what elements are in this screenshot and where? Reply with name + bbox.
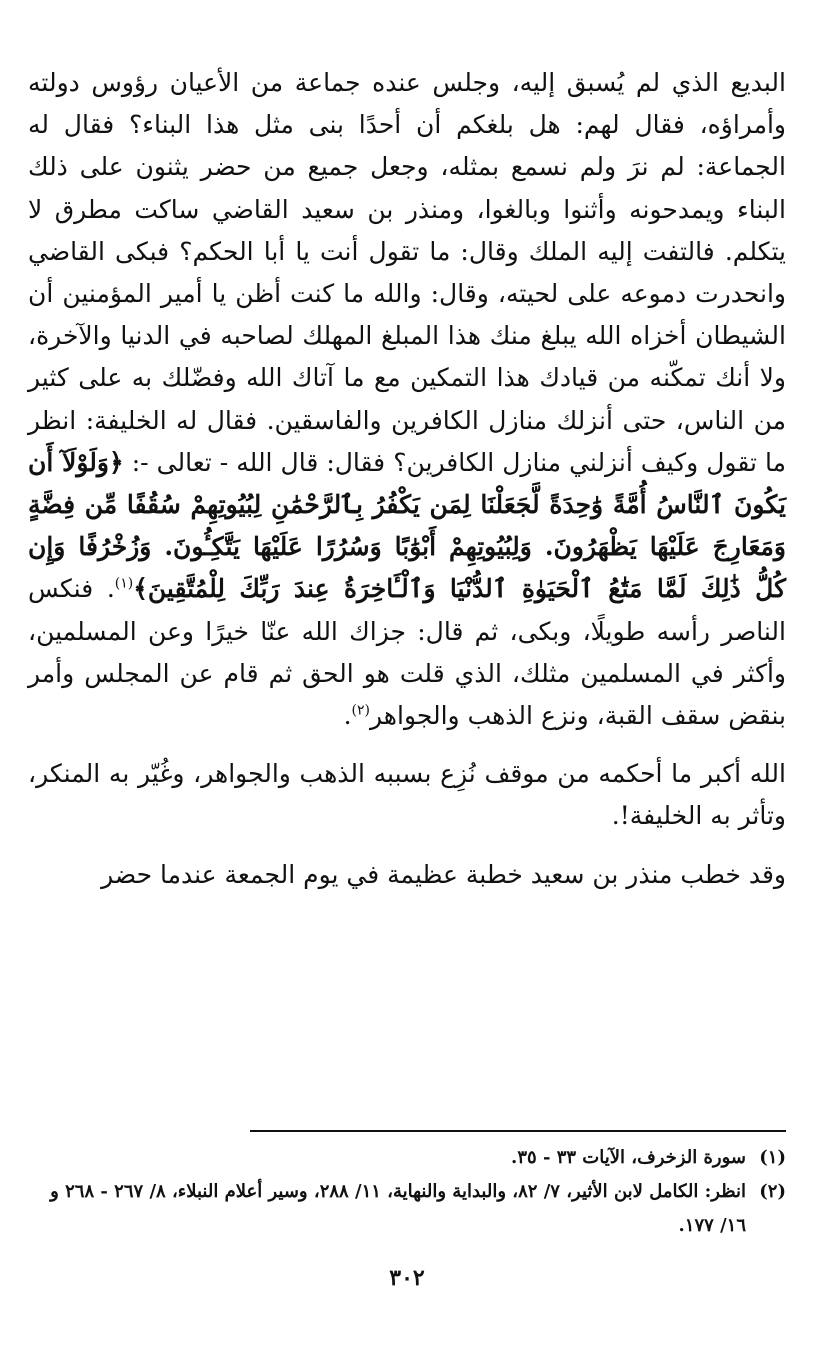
page-body xyxy=(28,62,786,896)
quran-verse: وَلَوْلَآ أَن يَكُونَ ٱلنَّاسُ أُمَّةً وَٰحِدَةً لَّجَعَلْنَا لِمَن يَكْفُرُ بِٱلرَّحْمَٰنِ لِبُيُوتِهِمْ سُقُفًا مِّن فِضَّةٍ وَمَعَارِجَ عَلَيْهَا يَظْهَرُونَ. وَلِبُيُوتِهِمْ أَبْوَٰبًا وَسُرُرًا عَلَيْهَا يَتَّكِـُٔونَ. وَزُخْرُفًا وَإِن كُلُّ ذَٰلِكَ لَمَّا مَتَٰعُ ٱلْحَيَوٰةِ ٱلدُّنْيَا وَٱلْـَٔاخِرَةُ عِندَ رَبِّكَ لِلْمُتَّقِينَ xyxy=(28,447,786,604)
paragraph-sermon-text: وقد خطب منذر بن سعيد خطبة عظيمة في يوم الجمعة عندما حضر xyxy=(101,859,786,889)
paragraph-sermon xyxy=(28,854,786,896)
page-number: ٣٠٢ xyxy=(389,1265,425,1291)
footnote-ref-2[interactable]: (٢) xyxy=(351,702,371,719)
footnote-ref-1[interactable]: (١) xyxy=(114,576,134,593)
footnote-number: (٢) xyxy=(759,1181,786,1202)
footnote-text: انظر: الكامل لابن الأثير، ٧/ ٨٢، والبداية والنهاية، ١١/ ٢٨٨، وسير أعلام النبلاء، ٨/ ٢٦٧ - ٢٦٨ و ١٦/ ١٧٧. xyxy=(50,1181,746,1236)
footnote-divider xyxy=(250,1130,786,1132)
paragraph-main-end: . xyxy=(343,701,352,731)
footnote-text: سورة الزخرف، الآيات ٣٣ - ٣٥. xyxy=(511,1147,746,1168)
footnote-item xyxy=(28,1175,786,1243)
quran-open-bracket: ﴿ xyxy=(108,447,124,477)
footnote-number: (١) xyxy=(759,1147,786,1168)
paragraph-exclamation xyxy=(28,753,786,837)
paragraph-main-continuation: . فنكس الناصر رأسه طويلًا، وبكى، ثم قال: جزاك الله عنّا خيرًا وعن المسلمين، وأكثر في المسلمين مثلك، الذي قلت هو الحق ثم قام عن المجلس وأمر بنقض سقف القبة، ونزع الذهب والجواهر xyxy=(28,574,786,731)
paragraph-main-text: البديع الذي لم يُسبق إليه، وجلس عنده جماعة من الأعيان رؤوس دولته وأمراؤه، فقال لهم: هل بلغكم أن أحدًا بنى مثل هذا البناء؟ فقال له الجماعة: لم نرَ ولم نسمع بمثله، وجعل جميع من حضر يثنون على ذلك البناء ويمدحونه وأثنوا وبالغوا، ومنذر بن سعيد القاضي ساكت مطرق لا يتكلم. فالتفت إليه الملك وقال: ما تقول أنت يا أبا الحكم؟ فبكى القاضي وانحدرت دموعه على لحيته، وقال: والله ما كنت أظن يا أمير المؤمنين أن الشيطان أخزاه الله يبلغ منك هذا المبلغ المهلك لصاحبه في الدنيا والآخرة، ولا أنك تمكّنه من قيادك هذا التمكين مع ما آتاك الله وفضّلك به على كثير من الناس، حتى أنزلك منازل الكافرين والفاسقين. فقال له الخليفة: انظر ما تقول وكيف أنزلني منازل الكافرين؟ فقال: قال الله - تعالى -: xyxy=(28,68,787,477)
paragraph-main xyxy=(28,62,786,737)
footnotes xyxy=(28,1141,786,1243)
footnote-item xyxy=(28,1141,786,1175)
paragraph-exclamation-text: الله أكبر ما أحكمه من موقف نُزِع بسببه الذهب والجواهر، وغُيّر به المنكر، وتأثر به الخليفة!. xyxy=(28,759,786,831)
quran-close-bracket: ﴾ xyxy=(133,574,148,604)
